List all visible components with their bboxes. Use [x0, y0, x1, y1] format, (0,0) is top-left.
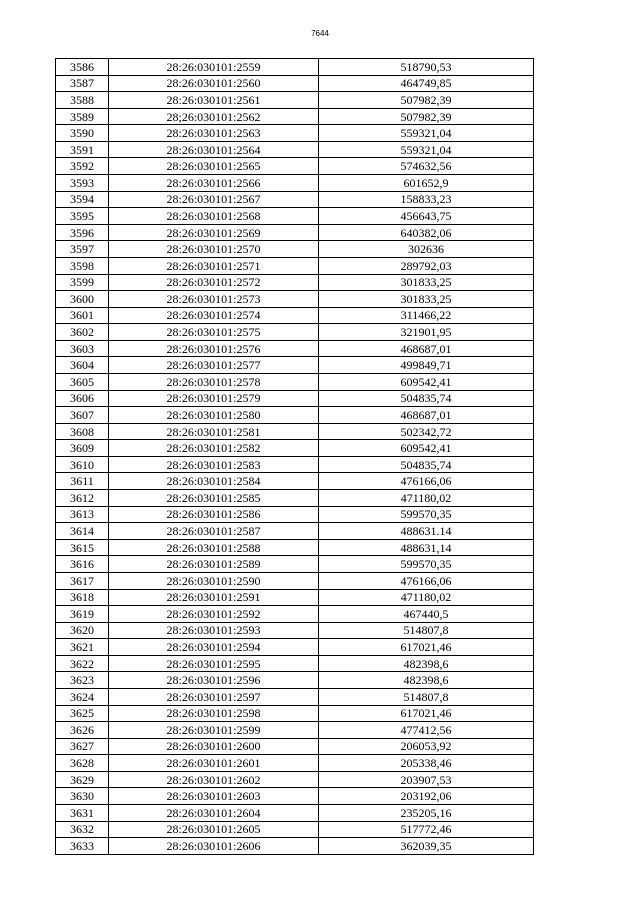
cadastral-number-cell: 28:26:030101:2604 [109, 805, 319, 822]
table-row [56, 141, 534, 158]
cadastral-number-cell: 28:26:030101:2571 [109, 257, 319, 274]
row-number-cell: 3599 [56, 274, 109, 291]
cadastral-number-cell: 28:26:030101:2578 [109, 373, 319, 390]
cadastral-number-cell: 28:26:030101:2586 [109, 506, 319, 523]
cadastral-number-cell: 28:26:030101:2590 [109, 572, 319, 589]
value-cell: 362039,35 [319, 838, 534, 855]
table-row [56, 241, 534, 258]
row-number-cell: 3609 [56, 440, 109, 457]
table-row [56, 523, 534, 540]
value-cell: 468687,01 [319, 340, 534, 357]
value-cell: 617021,46 [319, 639, 534, 656]
value-cell: 514807,8 [319, 688, 534, 705]
cadastral-number-cell: 28:26:030101:2574 [109, 307, 319, 324]
row-number-cell: 3591 [56, 141, 109, 158]
cadastral-number-cell: 28:26:030101:2567 [109, 191, 319, 208]
table-row [56, 423, 534, 440]
row-number-cell: 3600 [56, 291, 109, 308]
value-cell: 504835,74 [319, 390, 534, 407]
value-cell: 235205,16 [319, 805, 534, 822]
value-cell: 507982,39 [319, 108, 534, 125]
row-number-cell: 3604 [56, 357, 109, 374]
table-row [56, 175, 534, 192]
cadastral-number-cell: 28:26:030101:2587 [109, 523, 319, 540]
cadastral-number-cell: 28;26:030101:2562 [109, 108, 319, 125]
value-cell: 517772,46 [319, 821, 534, 838]
cadastral-number-cell: 28:26:030101:2596 [109, 672, 319, 689]
row-number-cell: 3624 [56, 688, 109, 705]
cadastral-number-cell: 28:26:030101:2594 [109, 639, 319, 656]
table-row [56, 390, 534, 407]
row-number-cell: 3628 [56, 755, 109, 772]
table-row [56, 771, 534, 788]
row-number-cell: 3607 [56, 407, 109, 424]
row-number-cell: 3614 [56, 523, 109, 540]
row-number-cell: 3612 [56, 490, 109, 507]
value-cell: 640382,06 [319, 224, 534, 241]
cadastral-number-cell: 28:26:030101:2570 [109, 241, 319, 258]
row-number-cell: 3613 [56, 506, 109, 523]
row-number-cell: 3602 [56, 324, 109, 341]
table-row [56, 274, 534, 291]
cadastral-number-cell: 28:26:030101:2597 [109, 688, 319, 705]
table-row [56, 622, 534, 639]
row-number-cell: 3617 [56, 572, 109, 589]
row-number-cell: 3630 [56, 788, 109, 805]
table-row [56, 291, 534, 308]
row-number-cell: 3620 [56, 622, 109, 639]
table-row [56, 407, 534, 424]
cadastral-number-cell: 28:26:030101:2606 [109, 838, 319, 855]
value-cell: 203907,53 [319, 771, 534, 788]
cadastral-number-cell: 28:26:030101:2589 [109, 556, 319, 573]
value-cell: 476166,06 [319, 572, 534, 589]
table-row [56, 224, 534, 241]
cadastral-number-cell: 28:26:030101:2603 [109, 788, 319, 805]
value-cell: 482398,6 [319, 655, 534, 672]
cadastral-number-cell: 28:26:030101:2573 [109, 291, 319, 308]
table-row [56, 738, 534, 755]
cadastral-number-cell: 28:26:030101:2591 [109, 589, 319, 606]
row-number-cell: 3588 [56, 92, 109, 109]
value-cell: 559321,04 [319, 125, 534, 142]
table-row [56, 556, 534, 573]
value-cell: 488631.14 [319, 523, 534, 540]
value-cell: 456643,75 [319, 208, 534, 225]
row-number-cell: 3606 [56, 390, 109, 407]
value-cell: 507982,39 [319, 92, 534, 109]
value-cell: 289792,03 [319, 257, 534, 274]
table-row [56, 572, 534, 589]
value-cell: 488631,14 [319, 539, 534, 556]
cadastral-number-cell: 28:26:030101:2565 [109, 158, 319, 175]
cadastral-number-cell: 28:26:030101:2592 [109, 606, 319, 623]
table-row [56, 589, 534, 606]
table-row [56, 838, 534, 855]
table-row [56, 158, 534, 175]
cadastral-number-cell: 28:26:030101:2588 [109, 539, 319, 556]
row-number-cell: 3631 [56, 805, 109, 822]
table-row [56, 672, 534, 689]
cadastral-number-cell: 28:26:030101:2560 [109, 75, 319, 92]
table-row [56, 257, 534, 274]
row-number-cell: 3593 [56, 175, 109, 192]
value-cell: 321901,95 [319, 324, 534, 341]
value-cell: 499849,71 [319, 357, 534, 374]
cadastral-number-cell: 28:26:030101:2564 [109, 141, 319, 158]
row-number-cell: 3625 [56, 705, 109, 722]
value-cell: 482398,6 [319, 672, 534, 689]
table-row [56, 722, 534, 739]
value-cell: 464749,85 [319, 75, 534, 92]
table-row [56, 639, 534, 656]
row-number-cell: 3595 [56, 208, 109, 225]
value-cell: 574632,56 [319, 158, 534, 175]
value-cell: 609542,41 [319, 440, 534, 457]
table-row [56, 59, 534, 76]
value-cell: 471180,02 [319, 490, 534, 507]
value-cell: 518790,53 [319, 59, 534, 76]
value-cell: 468687,01 [319, 407, 534, 424]
value-cell: 504835,74 [319, 456, 534, 473]
row-number-cell: 3633 [56, 838, 109, 855]
row-number-cell: 3627 [56, 738, 109, 755]
table-row [56, 307, 534, 324]
row-number-cell: 3598 [56, 257, 109, 274]
row-number-cell: 3610 [56, 456, 109, 473]
table-row [56, 805, 534, 822]
table-row [56, 357, 534, 374]
table-row [56, 125, 534, 142]
row-number-cell: 3589 [56, 108, 109, 125]
value-cell: 601652,9 [319, 175, 534, 192]
row-number-cell: 3587 [56, 75, 109, 92]
value-cell: 477412,56 [319, 722, 534, 739]
value-cell: 158833,23 [319, 191, 534, 208]
table-row [56, 821, 534, 838]
page-number: 7644 [311, 29, 329, 38]
value-cell: 301833,25 [319, 291, 534, 308]
row-number-cell: 3590 [56, 125, 109, 142]
row-number-cell: 3621 [56, 639, 109, 656]
cadastral-number-cell: 28:26:030101:2576 [109, 340, 319, 357]
row-number-cell: 3601 [56, 307, 109, 324]
table-row [56, 606, 534, 623]
row-number-cell: 3611 [56, 473, 109, 490]
cadastral-number-cell: 28:26:030101:2601 [109, 755, 319, 772]
value-cell: 471180,02 [319, 589, 534, 606]
cadastral-number-cell: 28:26:030101:2600 [109, 738, 319, 755]
cadastral-number-cell: 28:26:030101:2569 [109, 224, 319, 241]
row-number-cell: 3632 [56, 821, 109, 838]
cadastral-number-cell: 28:26:030101:2598 [109, 705, 319, 722]
cadastral-number-cell: 28:26:030101:2577 [109, 357, 319, 374]
cadastral-number-cell: 28:26:030101:2583 [109, 456, 319, 473]
table-row [56, 208, 534, 225]
value-cell: 599570,35 [319, 506, 534, 523]
cadastral-number-cell: 28:26:030101:2563 [109, 125, 319, 142]
cadastral-number-cell: 28:26:030101:2584 [109, 473, 319, 490]
table-row [56, 373, 534, 390]
cadastral-number-cell: 28:26:030101:2559 [109, 59, 319, 76]
cadastral-table [55, 58, 534, 855]
value-cell: 302636 [319, 241, 534, 258]
cadastral-number-cell: 28:26:030101:2566 [109, 175, 319, 192]
value-cell: 514807,8 [319, 622, 534, 639]
row-number-cell: 3594 [56, 191, 109, 208]
table-row [56, 340, 534, 357]
table-body [56, 59, 534, 855]
table-row [56, 92, 534, 109]
cadastral-number-cell: 28:26:030101:2572 [109, 274, 319, 291]
row-number-cell: 3623 [56, 672, 109, 689]
row-number-cell: 3615 [56, 539, 109, 556]
cadastral-number-cell: 28:26:030101:2575 [109, 324, 319, 341]
table-row [56, 108, 534, 125]
cadastral-number-cell: 28:26:030101:2582 [109, 440, 319, 457]
table-row [56, 75, 534, 92]
cadastral-number-cell: 28:26:030101:2595 [109, 655, 319, 672]
table-row [56, 324, 534, 341]
table-row [56, 191, 534, 208]
row-number-cell: 3597 [56, 241, 109, 258]
cadastral-number-cell: 28:26:030101:2602 [109, 771, 319, 788]
value-cell: 502342,72 [319, 423, 534, 440]
value-cell: 311466,22 [319, 307, 534, 324]
table-row [56, 655, 534, 672]
cadastral-number-cell: 28:26:030101:2581 [109, 423, 319, 440]
value-cell: 559321,04 [319, 141, 534, 158]
cadastral-number-cell: 28:26:030101:2585 [109, 490, 319, 507]
cadastral-number-cell: 28:26:030101:2593 [109, 622, 319, 639]
row-number-cell: 3619 [56, 606, 109, 623]
value-cell: 301833,25 [319, 274, 534, 291]
value-cell: 476166,06 [319, 473, 534, 490]
value-cell: 617021,46 [319, 705, 534, 722]
row-number-cell: 3616 [56, 556, 109, 573]
value-cell: 206053,92 [319, 738, 534, 755]
cadastral-number-cell: 28:26:030101:2579 [109, 390, 319, 407]
table-row [56, 440, 534, 457]
value-cell: 467440,5 [319, 606, 534, 623]
row-number-cell: 3608 [56, 423, 109, 440]
table-row [56, 456, 534, 473]
row-number-cell: 3622 [56, 655, 109, 672]
table-row [56, 539, 534, 556]
table-row [56, 473, 534, 490]
value-cell: 599570,35 [319, 556, 534, 573]
row-number-cell: 3592 [56, 158, 109, 175]
row-number-cell: 3596 [56, 224, 109, 241]
cadastral-number-cell: 28:26:030101:2561 [109, 92, 319, 109]
row-number-cell: 3605 [56, 373, 109, 390]
row-number-cell: 3629 [56, 771, 109, 788]
row-number-cell: 3603 [56, 340, 109, 357]
table-row [56, 490, 534, 507]
cadastral-number-cell: 28:26:030101:2599 [109, 722, 319, 739]
row-number-cell: 3626 [56, 722, 109, 739]
row-number-cell: 3586 [56, 59, 109, 76]
table-row [56, 705, 534, 722]
table-row [56, 506, 534, 523]
value-cell: 609542,41 [319, 373, 534, 390]
table-row [56, 755, 534, 772]
cadastral-number-cell: 28:26:030101:2580 [109, 407, 319, 424]
cadastral-number-cell: 28:26:030101:2568 [109, 208, 319, 225]
table-row [56, 788, 534, 805]
value-cell: 203192,06 [319, 788, 534, 805]
row-number-cell: 3618 [56, 589, 109, 606]
value-cell: 205338,46 [319, 755, 534, 772]
cadastral-number-cell: 28:26:030101:2605 [109, 821, 319, 838]
table-row [56, 688, 534, 705]
